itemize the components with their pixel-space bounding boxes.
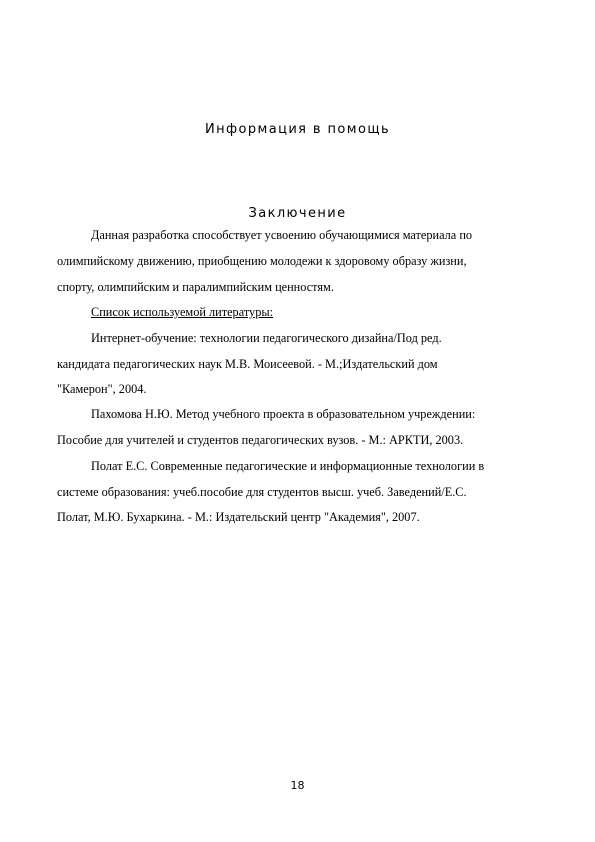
reference-3-line-1: Полат Е.С. Современные педагогические и информационные технологии в — [91, 459, 485, 473]
reference-3-line-3: Полат, М.Ю. Бухаркина. - М.: Издательский центр "Академия", 2007. — [57, 510, 420, 524]
page-number: 18 — [290, 779, 305, 792]
reference-2-line-1: Пахомова Н.Ю. Метод учебного проекта в образовательном учреждении: — [91, 407, 476, 421]
reference-3-line-2: системе образования: учеб.пособие для студентов высш. учеб. Заведений/Е.С. — [57, 485, 467, 499]
info-heading: Информация в помощь — [204, 122, 391, 137]
conclusion-line-2: олимпийскому движению, приобщению молодежи к здоровому образу жизни, — [57, 254, 467, 268]
reference-1-line-2: кандидата педагогических наук М.В. Моисеевой. - М.;Издательский дом — [57, 357, 438, 371]
reference-2-line-2: Пособие для учителей и студентов педагогических вузов. - М.: АРКТИ, 2003. — [57, 433, 464, 447]
conclusion-heading: Заключение — [248, 206, 347, 221]
references-heading: Список используемой литературы: — [91, 305, 274, 319]
reference-1-line-1: Интернет-обучение: технологии педагогического дизайна/Под ред. — [91, 331, 442, 345]
reference-1-line-3: "Камерон", 2004. — [57, 382, 147, 396]
conclusion-line-3: спорту, олимпийским и паралимпийским ценностям. — [57, 280, 334, 294]
conclusion-line-1: Данная разработка способствует усвоению обучающимися материала по — [91, 228, 473, 242]
